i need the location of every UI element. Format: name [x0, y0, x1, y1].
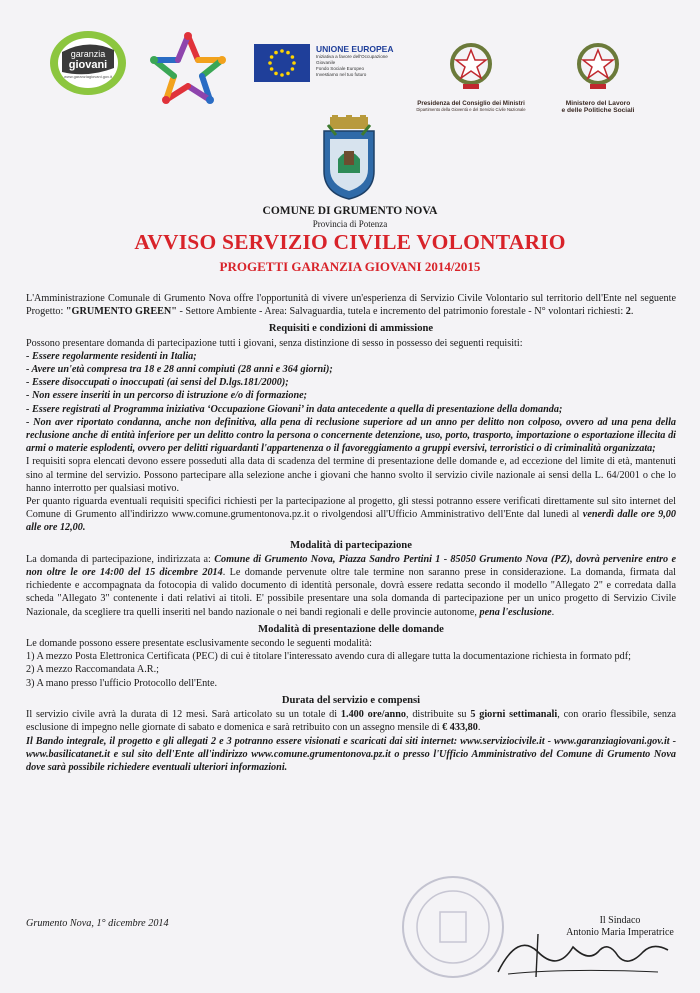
project-name: "GRUMENTO GREEN"	[65, 306, 177, 318]
requisito-item: - Essere disoccupati o inoccupati (ai sensi del D.lgs.181/2000);	[26, 377, 289, 389]
comune-crest-icon	[316, 115, 382, 201]
requisito-item: - Essere registrati al Programma iniziativa ‘Occupazione Giovani’ in data antecedente a quella di presentazione della domanda;	[26, 403, 563, 415]
ministero-logo	[548, 40, 648, 122]
garanzia-giovani-logo	[48, 28, 128, 98]
signatory-role: Il Sindaco	[599, 915, 641, 926]
ministero-line1: Ministero del Lavoro	[565, 100, 631, 107]
eu-logo	[254, 44, 402, 88]
durata-text: Il servizio civile avrà la durata di 12 mesi. Sarà articolato su un totale di	[26, 709, 341, 721]
presentazione-line: 2) A mezzo Raccomandata A.R.;	[26, 664, 159, 676]
intro-text: - Settore Ambiente - Area: Salvaguardia, tutela e incremento del patrimonio forestale - N° volontari richiesti:	[176, 306, 626, 318]
eu-text	[316, 44, 406, 78]
eu-line: Fondo Sociale Europeo	[316, 66, 365, 71]
requisito-item: - Essere regolarmente residenti in Italia;	[26, 350, 197, 362]
notice-title: AVVISO SERVIZIO CIVILE VOLONTARIO	[134, 230, 566, 254]
logo-bar	[0, 26, 700, 116]
office-hours: venerdì dalle ore 9,00 alle ore 12,00.	[26, 509, 676, 534]
durata-text: .	[477, 722, 481, 734]
presidenza-logo	[402, 40, 540, 122]
eu-line: Investiamo nel tuo futuro	[316, 72, 367, 77]
gg-line2: giovani	[68, 59, 108, 71]
modalita-text: .	[551, 606, 555, 618]
intro-text: .	[630, 306, 634, 318]
signing-date: Grumento Nova, 1° dicembre 2014	[26, 918, 169, 929]
presidenza-line1: Presidenza del Consiglio dei Ministri	[417, 100, 525, 107]
modalita-address-deadline: Comune di Grumento Nova, Piazza Sandro Pertini 1 - 85050 Grumento Nova (PZ), dovrà pervenire entro e non oltre le ore 14:00 del 15 dicembre 2014	[26, 553, 676, 579]
requisiti-info-paragraph	[26, 495, 676, 535]
modalita-heading: Modalità di partecipazione	[290, 539, 412, 551]
presidenza-line2: Dipartimento della Gioventù e del Servizio Civile Nazionale	[416, 107, 526, 112]
requisiti-heading: Requisiti e condizioni di ammissione	[268, 323, 434, 335]
bando-paragraph: Il Bando integrale, il progetto e gli allegati 2 e 3 potranno essere visionati e scaricati dai siti internet: www.serviziocivile.it - www.garanziagiovani.gov.it - www.basilicatanet.it e sul sito dell'Ente all'indirizzo www.comune.grumentonova.pz.it o presso l'Ufficio Amministrativo del Comune di Grumento Nova dove sarà possibile richiedere eventuali ulteriori informazioni.	[26, 735, 676, 773]
modalita-penalty: pena l'esclusione	[479, 606, 552, 618]
provincia-name: Provincia di Potenza	[312, 219, 388, 229]
notice-body	[26, 292, 676, 774]
durata-paragraph	[26, 708, 676, 734]
modalita-text: . Le domande pervenute oltre tale termine non saranno prese in considerazione. La domanda, firmata dal richiedente e accompagnata da fotocopia di valido documento di identità personale, dovrà essere redatta secondo il modello "Allegato 2" e corredata dalla scheda "Allegato 3" contenente i dati relativi ai titoli. E' possibile presentare una sola domanda di partecipazione per un unico progetto di Servizio Civile Nazionale, da scegliere tra quelli inseriti nel bando nazionale o nei bandi regionali e delle provincie autonome,	[26, 567, 676, 618]
presentazione-line: 3) A mano presso l'ufficio Protocollo dell'Ente.	[26, 677, 218, 689]
intro-paragraph	[26, 292, 676, 318]
presentazione-line: Le domande possono essere presentate esclusivamente secondo le seguenti modalità:	[26, 638, 372, 650]
ministero-caption	[548, 100, 648, 114]
info-text: Per quanto riguarda eventuali requisiti specifici richiesti per la partecipazione al progetto, gli stessi potranno essere verificati direttamente sul sito internet del Comune di Grumento all'indirizzo www.comune.grumentonova.pz.it o rivolgendosi all'Ufficio Amministrativo dell'Ente dal lunedì al	[26, 496, 676, 521]
handwritten-signature-icon	[478, 922, 678, 982]
durata-text: , con orario flessibile, senza esclusione di impegno nelle giornate di sabato e domenica e sarà retribuito con un assegno mensile di	[26, 709, 677, 734]
servizio-civile-star-icon	[150, 32, 226, 104]
eu-flag-icon	[254, 44, 310, 82]
modalita-text: La domanda di partecipazione, indirizzata a:	[26, 553, 215, 565]
durata-heading: Durata del servizio e compensi	[281, 694, 421, 706]
presidenza-caption	[402, 100, 540, 113]
gg-url: www.garanziagiovani.gov.it	[64, 74, 112, 79]
modalita-paragraph	[26, 553, 676, 619]
requisiti-intro: Possono presentare domanda di partecipazione tutti i giovani, senza distinzione di sesso in possesso dei seguenti requisiti:	[26, 337, 523, 349]
requisiti-paragraph: I requisiti sopra elencati devono essere posseduti alla data di scadenza del termine di presentazione delle domande e, ad eccezione del limite di età, mantenuti sino al termine del servizio. Possono partecipare alla selezione anche i giovani che hanno svolto il servizio civile nazionale ai sensi della L. 64/2001 o che lo hanno interrotto per qualsiasi motivo.	[26, 456, 676, 494]
durata-days: 5 giorni settimanali	[470, 709, 558, 721]
requisito-item: - Avere un'età compresa tra 18 e 28 anni compiuti (28 anni e 364 giorni);	[26, 364, 333, 376]
eu-title: UNIONE EUROPEA	[316, 44, 394, 54]
presentazione-line: 1) A mezzo Posta Elettronica Certificata (PEC) di cui è titolare l'interessato avendo cura di allegare tutta la documentazione richiesta in formato pdf;	[26, 651, 631, 663]
intro-text: L'Amministrazione Comunale di Grumento Nova offre l'opportunità di vivere un'esperienza di Servizio Civile Volontario sul territorio dell'Ente nel seguente Progetto:	[26, 293, 676, 318]
durata-hours: 1.400 ore/anno	[340, 709, 406, 721]
presentazione-heading: Modalità di presentazione delle domande	[258, 623, 444, 635]
volunteer-count: 2	[625, 306, 631, 318]
durata-amount: € 433,80	[442, 722, 478, 734]
ministero-line2: e delle Politiche Sociali	[561, 107, 635, 114]
signatory-name: Antonio Maria Imperatrice	[566, 927, 674, 938]
eu-line: Iniziativa a favore dell'Occupazione Giovanile	[316, 54, 388, 65]
requisito-item: - Non aver riportato condanna, anche non definitiva, alla pena di reclusione superiore ad un anno per delitto non colposo, ovvero ad una pena della reclusione anche di entità inferiore per un delitto contro la persona o concernente detenzione, uso, porto, trasporto, importazione o esportazione illecita di armi o materie esplodenti, ovvero per delitti riguardanti l'appartenenza o il favoreggiamento a gruppi eversivi, terroristici o di criminalità organizzata;	[26, 416, 676, 455]
comune-name: COMUNE DI GRUMENTO NOVA	[262, 205, 438, 217]
requisito-item: - Non essere inseriti in un percorso di istruzione e/o di formazione;	[26, 390, 308, 402]
notice-subtitle: PROGETTI GARANZIA GIOVANI 2014/2015	[219, 259, 481, 274]
gg-line1: garanzia	[70, 49, 106, 59]
durata-text: , distribuite su	[405, 709, 471, 721]
italian-emblem-icon	[450, 40, 492, 92]
italian-emblem-icon	[577, 40, 619, 92]
